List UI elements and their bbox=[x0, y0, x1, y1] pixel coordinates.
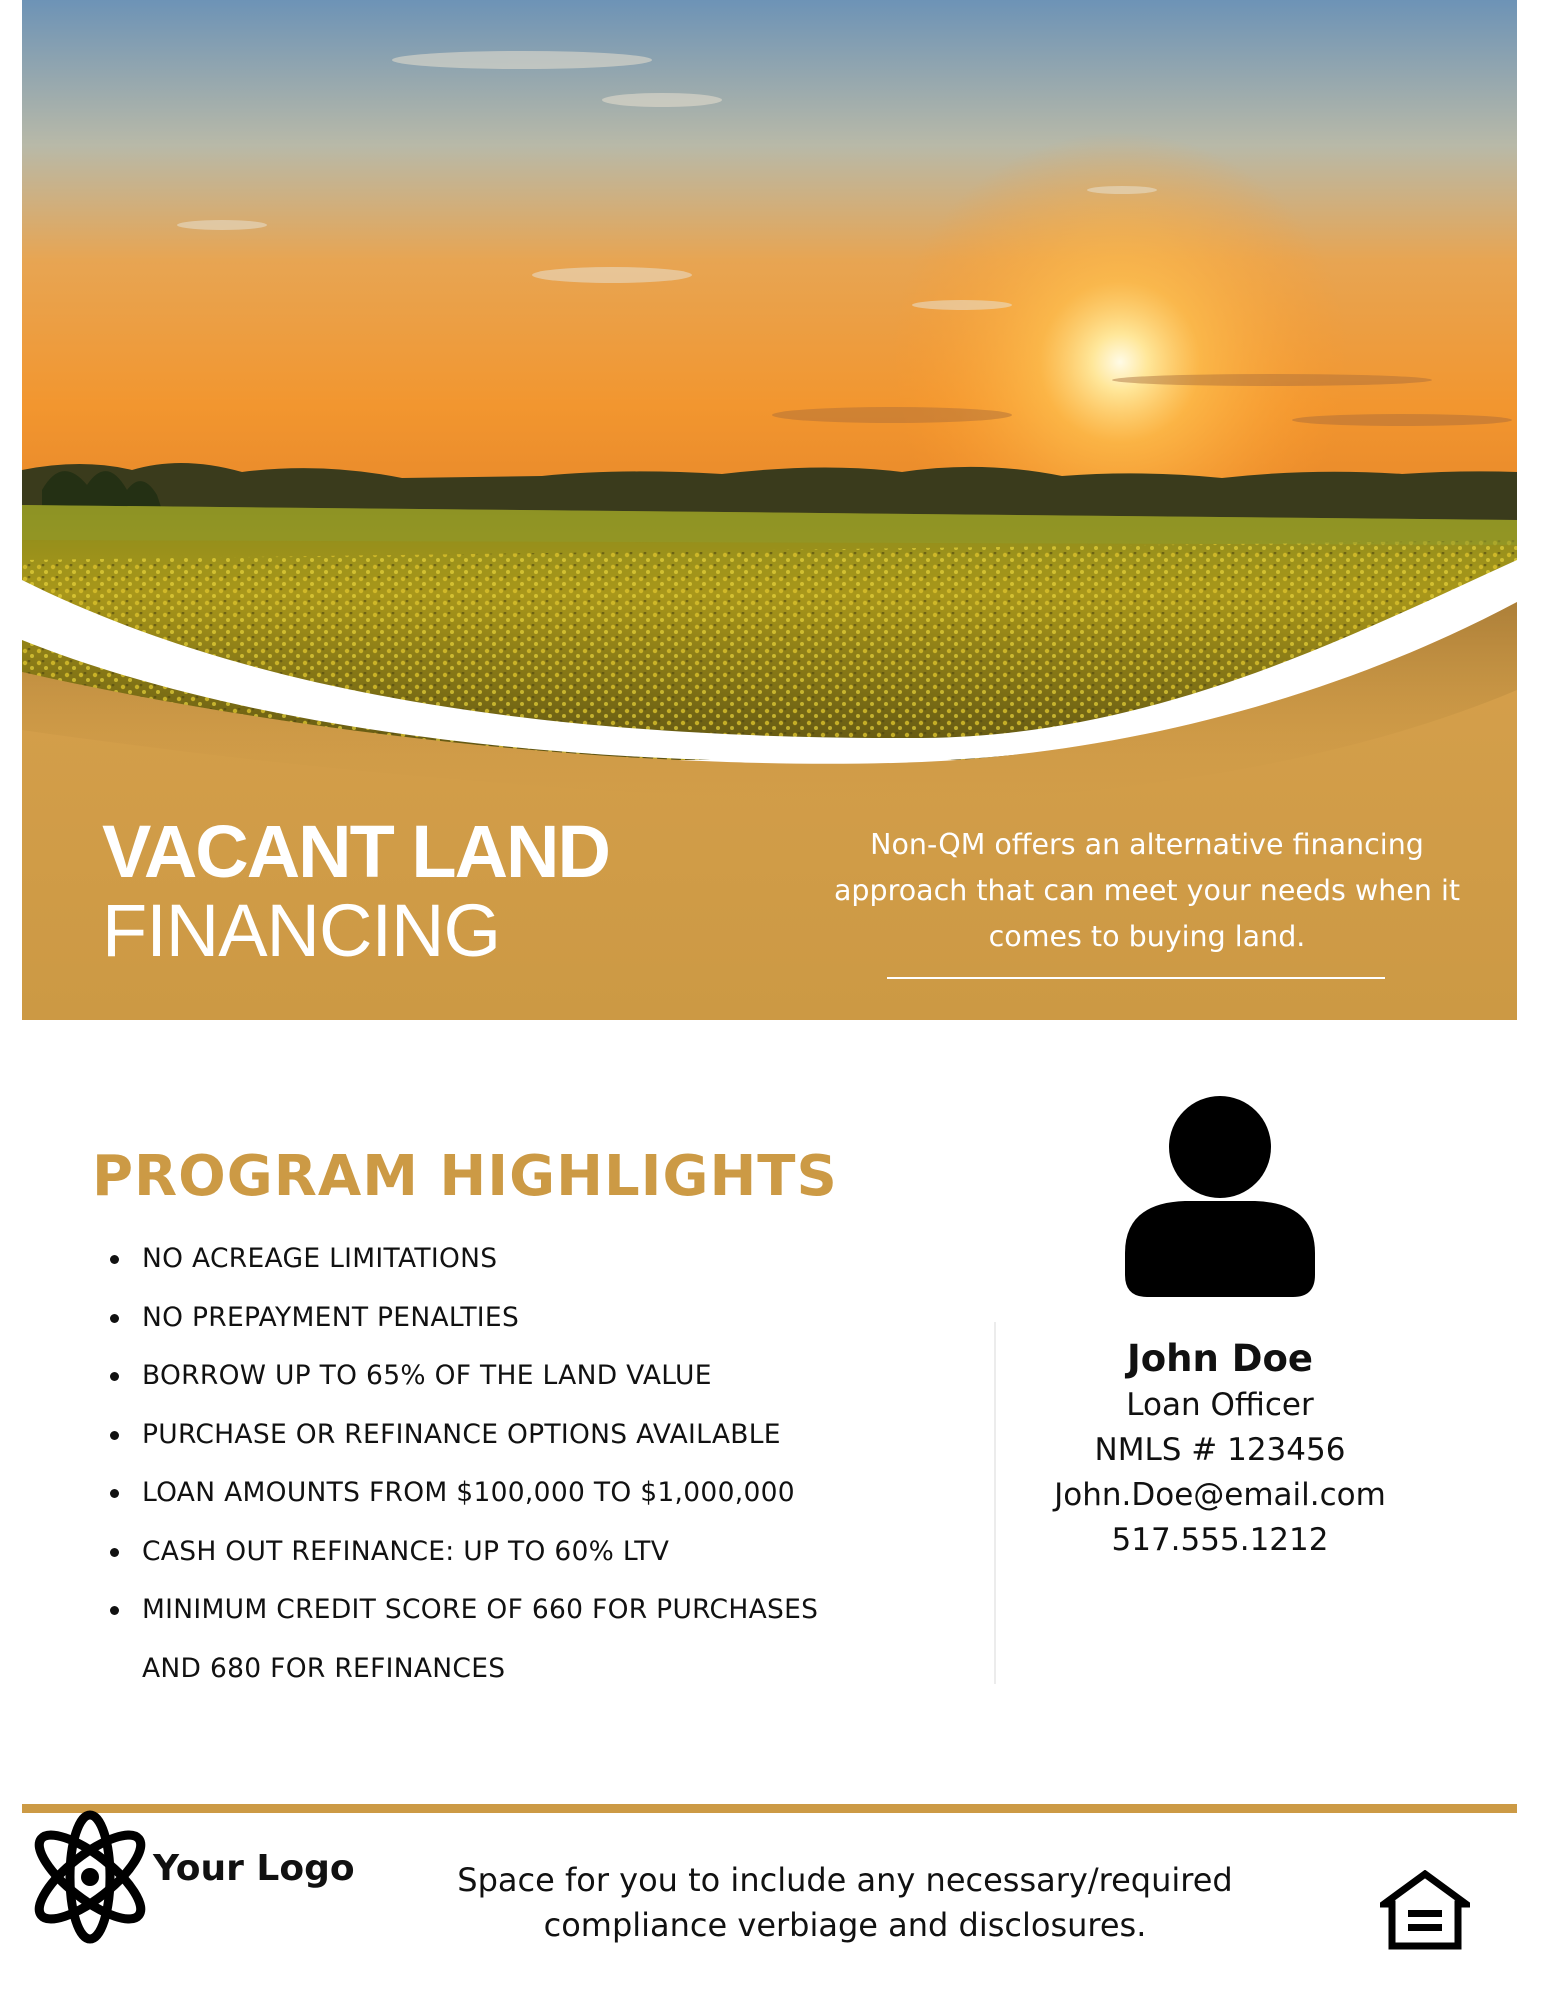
highlights-list bbox=[108, 1230, 948, 1698]
highlight-item: NO ACREAGE LIMITATIONS bbox=[108, 1230, 948, 1289]
equal-housing-icon bbox=[1380, 1870, 1470, 1950]
highlight-item: PURCHASE OR REFINANCE OPTIONS AVAILABLE bbox=[108, 1406, 948, 1465]
contact-card bbox=[1010, 1335, 1430, 1563]
tagline-line: comes to buying land. bbox=[988, 920, 1306, 953]
highlight-item: BORROW UP TO 65% OF THE LAND VALUE bbox=[108, 1347, 948, 1406]
disclosure-line: Space for you to include any necessary/required bbox=[457, 1861, 1233, 1899]
footer-rule bbox=[22, 1804, 1517, 1813]
contact-name: John Doe bbox=[1127, 1337, 1313, 1380]
tagline bbox=[812, 822, 1482, 960]
bullet-icon bbox=[110, 1431, 119, 1440]
disclosure-line: compliance verbiage and disclosures. bbox=[543, 1906, 1147, 1944]
highlights-heading: PROGRAM HIGHLIGHTS bbox=[92, 1144, 838, 1209]
contact-title: Loan Officer bbox=[1126, 1387, 1314, 1423]
tagline-line: Non-QM offers an alternative financing bbox=[870, 828, 1424, 861]
bullet-icon bbox=[110, 1314, 119, 1323]
highlight-item: NO PREPAYMENT PENALTIES bbox=[108, 1289, 948, 1348]
compliance-disclosure bbox=[420, 1858, 1270, 1948]
contact-phone[interactable]: 517.555.1212 bbox=[1111, 1522, 1329, 1558]
highlight-item: MINIMUM CREDIT SCORE OF 660 FOR PURCHASES bbox=[108, 1581, 948, 1640]
contact-nmls: NMLS # 123456 bbox=[1094, 1432, 1346, 1468]
page-title bbox=[102, 812, 609, 970]
atom-logo-icon bbox=[20, 1797, 160, 1949]
person-avatar-icon bbox=[1125, 1095, 1315, 1297]
highlight-item: CASH OUT REFINANCE: UP TO 60% LTV bbox=[108, 1523, 948, 1582]
bullet-icon bbox=[110, 1372, 119, 1381]
logo-text: Your Logo bbox=[153, 1848, 355, 1889]
tagline-line: approach that can meet your needs when it bbox=[833, 874, 1461, 907]
bullet-icon bbox=[110, 1606, 119, 1615]
contact-email[interactable]: John.Doe@email.com bbox=[1054, 1477, 1386, 1513]
title-line-1: VACANT LAND bbox=[102, 810, 609, 893]
section-divider bbox=[994, 1322, 996, 1684]
highlight-item-continuation: AND 680 FOR REFINANCES bbox=[142, 1652, 506, 1684]
tagline-underline bbox=[887, 977, 1385, 979]
title-line-2: FINANCING bbox=[102, 889, 500, 972]
bullet-icon bbox=[110, 1548, 119, 1557]
highlight-item: LOAN AMOUNTS FROM $100,000 TO $1,000,000 bbox=[108, 1464, 948, 1523]
bullet-icon bbox=[110, 1489, 119, 1498]
hero-banner bbox=[22, 0, 1517, 1020]
bullet-icon bbox=[110, 1255, 119, 1264]
